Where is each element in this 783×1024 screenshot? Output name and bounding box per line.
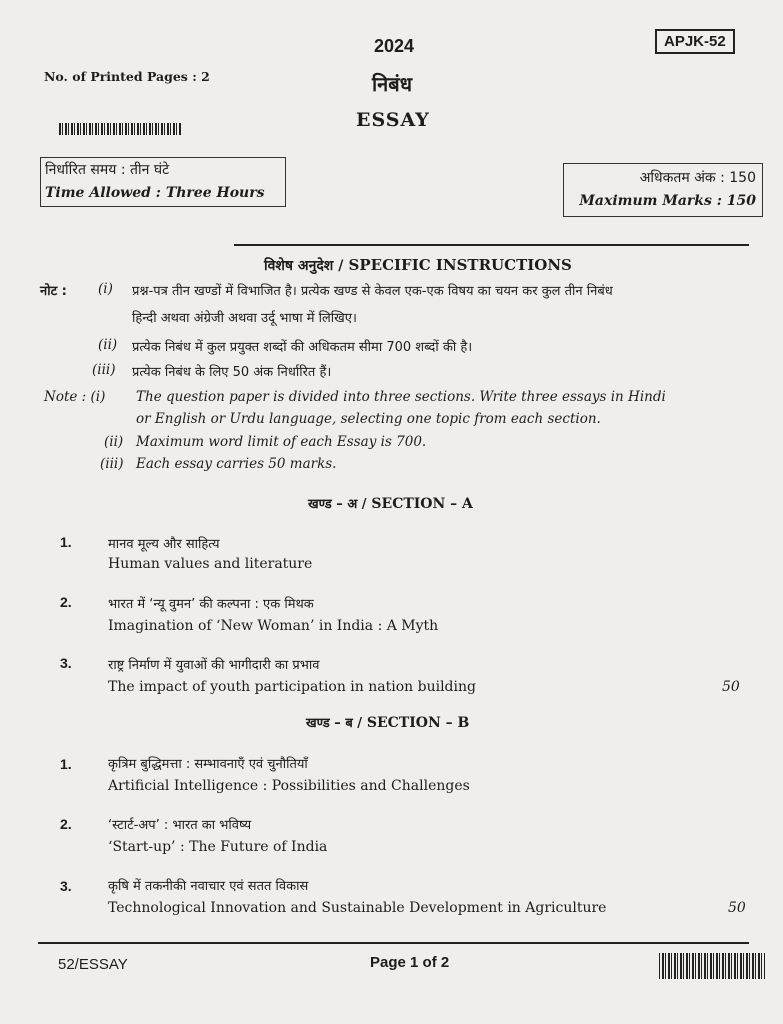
barcode-bottom: [659, 953, 765, 979]
footer-paper-code: 52/ESSAY: [58, 956, 128, 973]
section-a-topic-3-english: The impact of youth participation in nation building: [108, 679, 476, 695]
english-item-1-line1: The question paper is divided into three sections. Write three essays in Hindi: [136, 389, 666, 405]
section-a-marks: 50: [722, 679, 740, 695]
hindi-item-2-num: (ii): [98, 337, 118, 353]
section-b-topic-2-english: ‘Start-up’ : The Future of India: [108, 839, 328, 855]
time-hindi: निर्धारित समय : तीन घंटे: [45, 162, 170, 178]
section-a-topic-1-english: Human values and literature: [108, 556, 313, 572]
section-b-topic-3-hindi: कृषि में तकनीकी नवाचार एवं सतत विकास: [108, 879, 309, 894]
english-item-3-text: Each essay carries 50 marks.: [136, 456, 337, 472]
time-allowed-box: [40, 157, 286, 207]
section-a-topic-2-num: 2.: [60, 594, 72, 610]
hindi-item-1-num: (i): [98, 281, 113, 297]
section-a-topic-3-hindi: राष्ट्र निर्माण में युवाओं की भागीदारी का प्रभाव: [108, 658, 320, 673]
section-b-heading-hindi: खण्ड – ब /: [306, 716, 363, 731]
title-english: ESSAY: [356, 109, 430, 131]
marks-hindi: अधिकतम अंक : 150: [639, 170, 756, 186]
section-a-topic-2-hindi: भारत में ‘न्यू वुमन’ की कल्पना : एक मिथक: [108, 597, 314, 612]
hindi-item-1-line1: प्रश्न-पत्र तीन खण्डों में विभाजित है। प्रत्येक खण्ड से केवल एक-एक विषय का चयन कर कुल तीन निबंध: [132, 284, 613, 299]
section-b-heading: [306, 713, 469, 731]
hindi-item-1-line2: हिन्दी अथवा अंग्रेजी अथवा उर्दू भाषा में लिखिए।: [132, 311, 357, 326]
section-a-heading: [308, 494, 473, 512]
section-a-heading-english: SECTION – A: [371, 496, 473, 512]
section-a-topic-2-english: Imagination of ‘New Woman’ in India : A Myth: [108, 618, 439, 634]
instructions-heading: [264, 256, 572, 275]
english-note-label: Note : (i): [44, 389, 106, 405]
english-item-3-num: (iii): [100, 456, 124, 472]
section-b-topic-1-num: 1.: [60, 756, 72, 772]
hindi-item-3-text: प्रत्येक निबंध के लिए 50 अंक निर्धारित हैं।: [132, 365, 332, 380]
exam-year: 2024: [374, 36, 415, 56]
section-a-heading-hindi: खण्ड – अ /: [308, 497, 367, 512]
english-item-1-line2: or English or Urdu language, selecting one topic from each section.: [136, 411, 601, 427]
section-a-topic-1-num: 1.: [60, 534, 72, 550]
section-b-topic-3-english: Technological Innovation and Sustainable Development in Agriculture: [108, 900, 607, 916]
time-english: Time Allowed : Three Hours: [45, 185, 265, 201]
paper-code-badge: APJK-52: [655, 29, 735, 54]
hindi-item-3-num: (iii): [92, 362, 116, 378]
section-a-topic-3-num: 3.: [60, 655, 72, 671]
section-b-topic-3-num: 3.: [60, 878, 72, 894]
footer-page-number: Page 1 of 2: [370, 954, 450, 971]
section-b-topic-1-english: Artificial Intelligence : Possibilities and Challenges: [108, 778, 470, 794]
marks-english: Maximum Marks : 150: [579, 193, 756, 209]
section-b-topic-2-hindi: ‘स्टार्ट-अप’ : भारत का भविष्य: [108, 818, 252, 833]
hindi-note-label: नोट :: [40, 284, 67, 299]
hindi-item-2-text: प्रत्येक निबंध में कुल प्रयुक्त शब्दों की अधिकतम सीमा 700 शब्दों की है।: [132, 340, 473, 355]
english-item-2-num: (ii): [104, 434, 124, 450]
section-a-topic-1-hindi: मानव मूल्य और साहित्य: [108, 537, 220, 552]
max-marks-box: [563, 163, 763, 217]
english-item-2-text: Maximum word limit of each Essay is 700.: [136, 434, 427, 450]
divider-bottom: [38, 942, 749, 944]
barcode-top: [59, 123, 181, 135]
title-hindi: निबंध: [372, 72, 412, 96]
section-b-marks: 50: [728, 900, 746, 916]
section-b-heading-english: SECTION – B: [366, 715, 470, 731]
instructions-heading-hindi: विशेष अनुदेश /: [264, 258, 344, 274]
divider-top: [234, 244, 749, 246]
section-b-topic-2-num: 2.: [60, 816, 72, 832]
printed-pages: No. of Printed Pages : 2: [44, 69, 210, 84]
instructions-heading-english: SPECIFIC INSTRUCTIONS: [348, 256, 572, 274]
section-b-topic-1-hindi: कृत्रिम बुद्धिमत्ता : सम्भावनाएँ एवं चुनौतियाँ: [108, 757, 308, 772]
